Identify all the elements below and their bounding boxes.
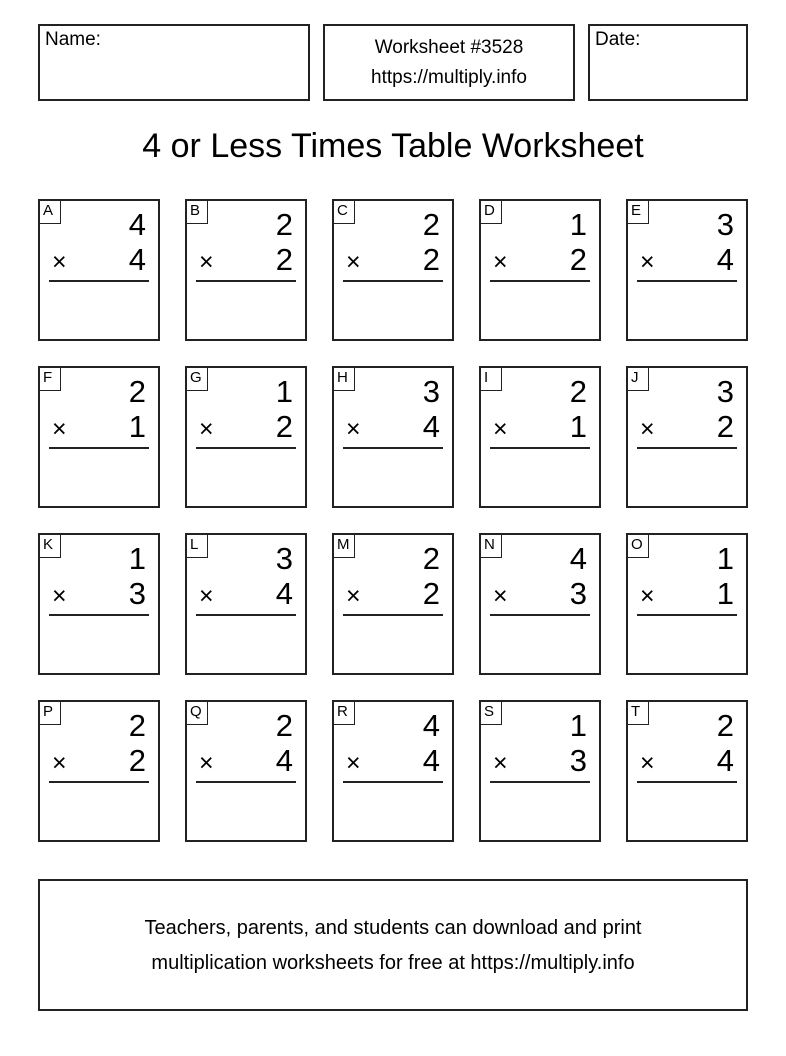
multiplier: 4 — [422, 409, 440, 444]
multiply-icon: × — [346, 582, 361, 610]
multiplicand: 3 — [275, 541, 293, 576]
problem-card — [332, 700, 454, 842]
multiplicand: 2 — [422, 541, 440, 576]
answer-line — [196, 614, 296, 616]
multiply-icon: × — [640, 582, 655, 610]
problem-letter: E — [627, 200, 649, 224]
problem-letter: O — [627, 534, 649, 558]
multiplicand: 4 — [422, 708, 440, 743]
multiplicand: 2 — [422, 207, 440, 242]
problem-letter: M — [333, 534, 355, 558]
answer-line — [49, 447, 149, 449]
multiplier: 4 — [716, 743, 734, 778]
multiply-icon: × — [346, 749, 361, 777]
multiply-icon: × — [199, 248, 214, 276]
answer-line — [637, 781, 737, 783]
problem-card — [332, 533, 454, 675]
multiply-icon: × — [52, 248, 67, 276]
answer-line — [49, 280, 149, 282]
multiplier: 4 — [716, 242, 734, 277]
multiplier: 3 — [569, 743, 587, 778]
problem-card — [626, 700, 748, 842]
multiply-icon: × — [346, 415, 361, 443]
multiplicand: 4 — [128, 207, 146, 242]
footer-line-1: Teachers, parents, and students can download and print — [144, 917, 642, 939]
date-label: Date: — [595, 29, 641, 50]
answer-line — [196, 280, 296, 282]
multiply-icon: × — [52, 749, 67, 777]
multiplier: 4 — [128, 242, 146, 277]
multiplicand: 2 — [275, 207, 293, 242]
answer-line — [196, 781, 296, 783]
answer-line — [343, 614, 443, 616]
multiply-icon: × — [52, 582, 67, 610]
answer-line — [49, 781, 149, 783]
problem-letter: T — [627, 701, 649, 725]
multiply-icon: × — [493, 415, 508, 443]
multiply-icon: × — [493, 749, 508, 777]
multiplicand: 1 — [569, 708, 587, 743]
multiplicand: 4 — [569, 541, 587, 576]
answer-line — [490, 280, 590, 282]
answer-line — [637, 280, 737, 282]
multiply-icon: × — [52, 415, 67, 443]
problem-card — [479, 366, 601, 508]
multiplier: 4 — [422, 743, 440, 778]
problem-card — [38, 700, 160, 842]
problem-letter: Q — [186, 701, 208, 725]
problem-letter: A — [39, 200, 61, 224]
multiply-icon: × — [640, 415, 655, 443]
problem-card — [38, 199, 160, 341]
multiplicand: 1 — [128, 541, 146, 576]
multiplier: 3 — [569, 576, 587, 611]
multiplier: 2 — [422, 576, 440, 611]
multiplicand: 1 — [275, 374, 293, 409]
footer-box — [38, 879, 748, 1011]
multiply-icon: × — [640, 749, 655, 777]
multiplier: 2 — [569, 242, 587, 277]
multiplier: 1 — [716, 576, 734, 611]
answer-line — [637, 447, 737, 449]
problem-card — [185, 533, 307, 675]
answer-line — [343, 280, 443, 282]
multiply-icon: × — [493, 582, 508, 610]
problem-letter: G — [186, 367, 208, 391]
name-label: Name: — [45, 29, 101, 50]
problem-letter: R — [333, 701, 355, 725]
multiplicand: 3 — [716, 374, 734, 409]
problem-card — [332, 199, 454, 341]
multiply-icon: × — [640, 248, 655, 276]
multiplier: 3 — [128, 576, 146, 611]
problem-letter: P — [39, 701, 61, 725]
worksheet-url: https://multiply.info — [371, 67, 527, 88]
multiplicand: 2 — [569, 374, 587, 409]
problem-letter: S — [480, 701, 502, 725]
multiplicand: 1 — [716, 541, 734, 576]
footer-line-2: multiplication worksheets for free at https://multiply.info — [151, 952, 635, 974]
worksheet-number: Worksheet #3528 — [374, 37, 524, 58]
multiplicand: 2 — [716, 708, 734, 743]
problem-letter: N — [480, 534, 502, 558]
problem-letter: J — [627, 367, 649, 391]
problem-letter: D — [480, 200, 502, 224]
problem-card — [185, 700, 307, 842]
problem-letter: C — [333, 200, 355, 224]
multiplier: 2 — [716, 409, 734, 444]
problem-letter: I — [480, 367, 502, 391]
multiplier: 1 — [128, 409, 146, 444]
multiply-icon: × — [199, 582, 214, 610]
problem-card — [332, 366, 454, 508]
answer-line — [49, 614, 149, 616]
multiply-icon: × — [346, 248, 361, 276]
answer-line — [490, 447, 590, 449]
multiply-icon: × — [199, 415, 214, 443]
problem-card — [185, 199, 307, 341]
multiplier: 4 — [275, 576, 293, 611]
problem-card — [479, 533, 601, 675]
multiplier: 4 — [275, 743, 293, 778]
worksheet-info-box — [323, 24, 575, 101]
multiplicand: 3 — [716, 207, 734, 242]
problem-card — [479, 199, 601, 341]
problem-card — [38, 366, 160, 508]
problem-card — [626, 533, 748, 675]
answer-line — [343, 781, 443, 783]
answer-line — [343, 447, 443, 449]
problem-card — [626, 366, 748, 508]
answer-line — [490, 781, 590, 783]
multiplier: 2 — [422, 242, 440, 277]
name-field[interactable] — [38, 24, 310, 101]
problem-letter: H — [333, 367, 355, 391]
multiplier: 2 — [275, 242, 293, 277]
problem-card — [38, 533, 160, 675]
answer-line — [490, 614, 590, 616]
multiplicand: 2 — [128, 708, 146, 743]
problem-letter: K — [39, 534, 61, 558]
date-field[interactable] — [588, 24, 748, 101]
multiply-icon: × — [199, 749, 214, 777]
problem-letter: B — [186, 200, 208, 224]
multiply-icon: × — [493, 248, 508, 276]
problem-letter: F — [39, 367, 61, 391]
multiplier: 2 — [275, 409, 293, 444]
multiplicand: 3 — [422, 374, 440, 409]
problem-card — [626, 199, 748, 341]
problem-card — [185, 366, 307, 508]
multiplicand: 1 — [569, 207, 587, 242]
multiplicand: 2 — [128, 374, 146, 409]
problem-card — [479, 700, 601, 842]
answer-line — [196, 447, 296, 449]
page-title: 4 or Less Times Table Worksheet — [142, 127, 644, 165]
multiplier: 2 — [128, 743, 146, 778]
answer-line — [637, 614, 737, 616]
multiplier: 1 — [569, 409, 587, 444]
problem-letter: L — [186, 534, 208, 558]
multiplicand: 2 — [275, 708, 293, 743]
